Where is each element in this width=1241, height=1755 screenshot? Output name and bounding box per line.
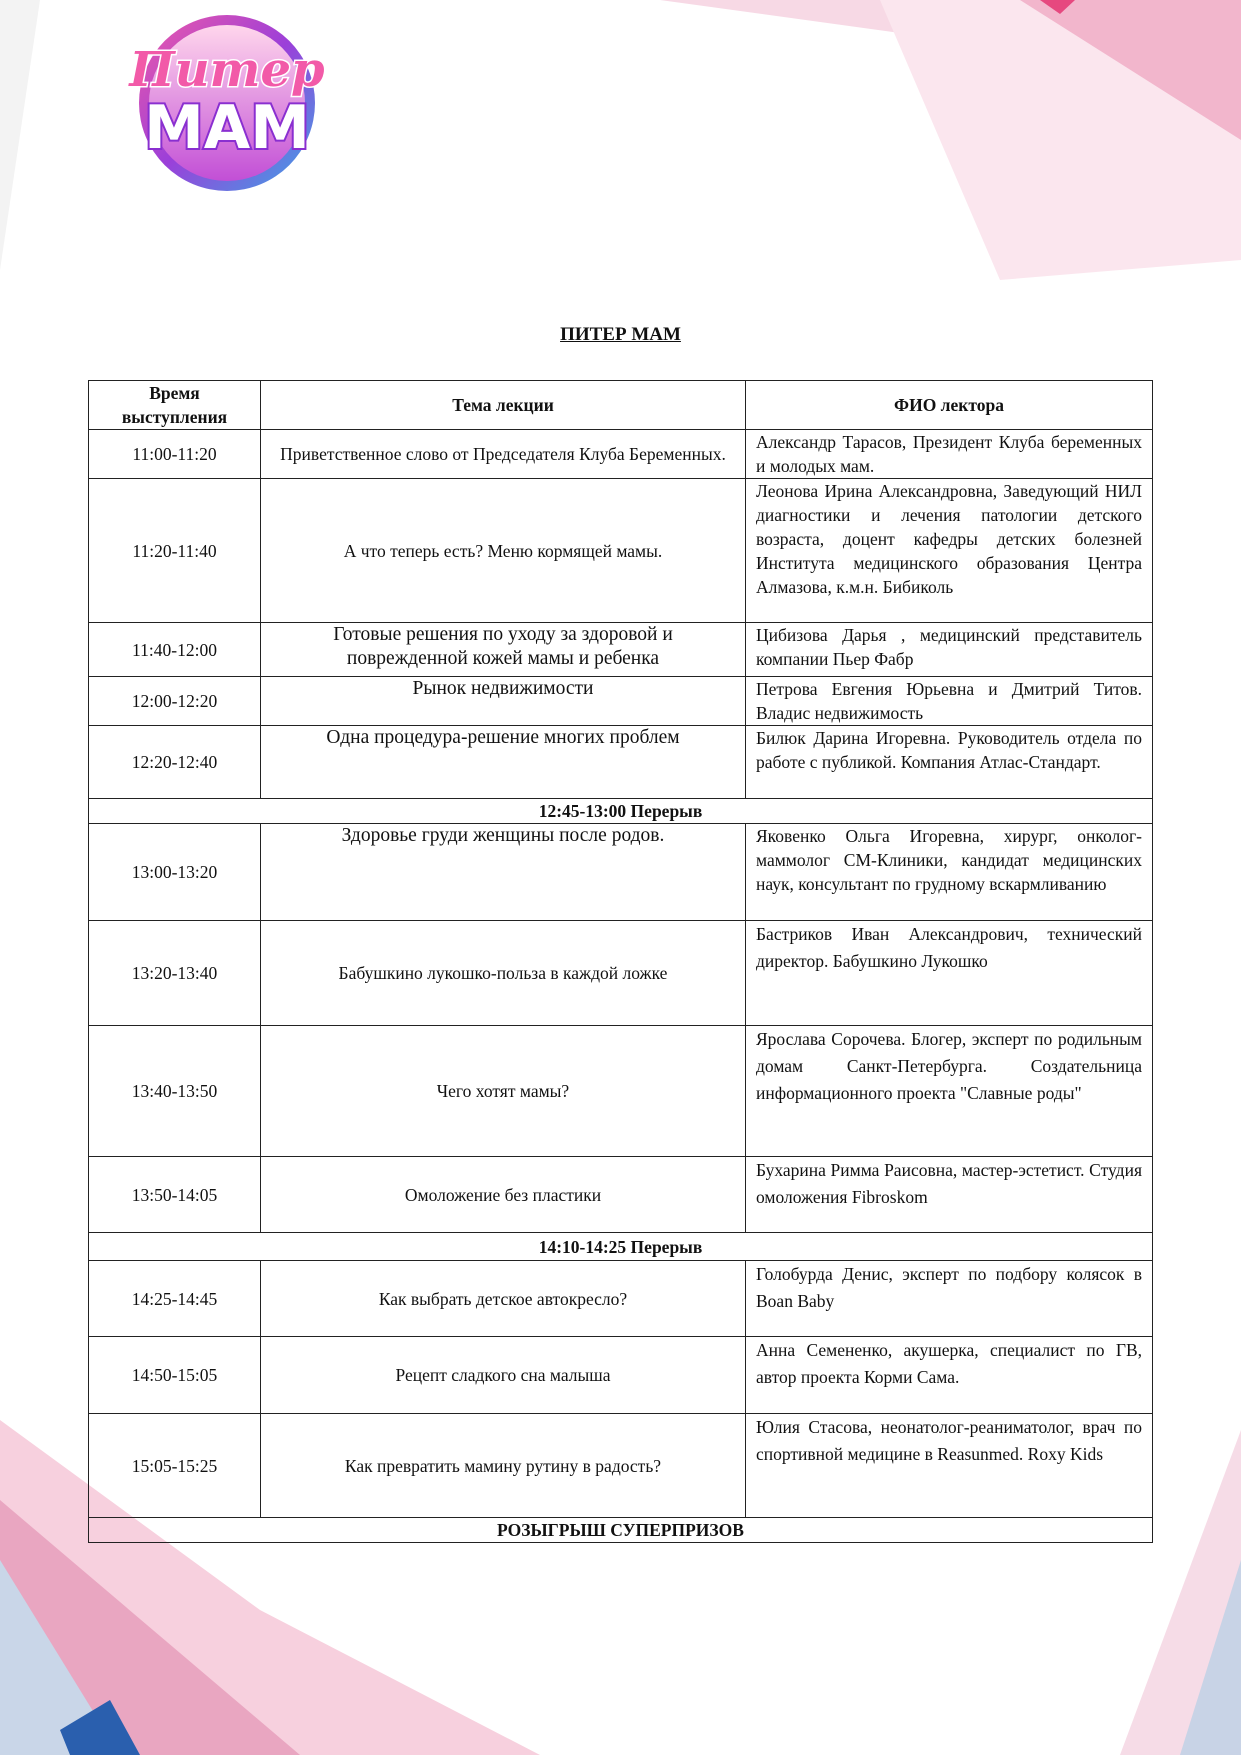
topic-cell: Рецепт сладкого сна малыша [261, 1337, 746, 1414]
table-row [89, 1414, 1153, 1518]
break-row [89, 799, 1153, 824]
header-lecturer: ФИО лектора [746, 381, 1153, 430]
topic-cell: Как превратить мамину рутину в радость? [261, 1414, 746, 1518]
break-cell: 14:10-14:25 Перерыв [89, 1233, 1153, 1261]
lecturer-cell: Яковенко Ольга Игоревна, хирург, онколог-маммолог СМ-Клиники, кандидат медицинских наук, консультант по грудному вскармливанию [746, 824, 1153, 921]
time-cell: 13:20-13:40 [89, 921, 261, 1026]
lecturer-cell: Александр Тарасов, Президент Клуба беременных и молодых мам. [746, 430, 1153, 479]
topic-cell: Приветственное слово от Председателя Клуба Беременных. [261, 430, 746, 479]
lecturer-cell: Бухарина Римма Раисовна, мастер-эстетист. Студия омоложения Fibroskom [746, 1157, 1153, 1233]
table-row [89, 1261, 1153, 1337]
table-row [89, 921, 1153, 1026]
prize-draw-cell: РОЗЫГРЫШ СУПЕРПРИЗОВ [89, 1518, 1153, 1543]
topic-cell: А что теперь есть? Меню кормящей мамы. [261, 479, 746, 623]
lecturer-cell: Билюк Дарина Игоревна. Руководитель отдела по работе с публикой. Компания Атлас-Стандарт. [746, 726, 1153, 799]
document-title: ПИТЕР МАМ [560, 324, 681, 345]
lecturer-cell: Ярослава Сорочева. Блогер, эксперт по родильным домам Санкт-Петербурга. Создательница информационного проекта "Славные роды" [746, 1026, 1153, 1157]
lecturer-cell: Леонова Ирина Александровна, Заведующий НИЛ диагностики и лечения патологии детского возраста, доцент кафедры детских болезней Института медицинского образования Центра Алмазова, к.м.н. Бибиколь [746, 479, 1153, 623]
topic-cell: Рынок недвижимости [261, 677, 746, 726]
time-cell: 11:20-11:40 [89, 479, 261, 623]
time-cell: 12:20-12:40 [89, 726, 261, 799]
table-row [89, 824, 1153, 921]
table-row [89, 1157, 1153, 1233]
topic-cell: Одна процедура-решение многих проблем [261, 726, 746, 799]
time-cell: 13:40-13:50 [89, 1026, 261, 1157]
break-cell: 12:45-13:00 Перерыв [89, 799, 1153, 824]
lecturer-cell: Юлия Стасова, неонатолог-реаниматолог, врач по спортивной медицине в Reasunmed. Roxy Kids [746, 1414, 1153, 1518]
table-row [89, 479, 1153, 623]
header-time: Время выступления [89, 381, 261, 430]
table-row [89, 1337, 1153, 1414]
break-row [89, 1233, 1153, 1261]
time-cell: 11:40-12:00 [89, 623, 261, 677]
logo-word-1: Питер [129, 42, 325, 98]
topic-cell: Омоложение без пластики [261, 1157, 746, 1233]
schedule-table [88, 380, 1153, 1543]
time-cell: 12:00-12:20 [89, 677, 261, 726]
table-row [89, 430, 1153, 479]
topic-cell: Готовые решения по уходу за здоровой и поврежденной кожей мамы и ребенка [261, 623, 746, 677]
topic-cell: Здоровье груди женщины после родов. [261, 824, 746, 921]
time-cell: 14:25-14:45 [89, 1261, 261, 1337]
logo-word-2: МАМ [144, 93, 310, 163]
time-cell: 11:00-11:20 [89, 430, 261, 479]
lecturer-cell: Анна Семененко, акушерка, специалист по ГВ, автор проекта Корми Сама. [746, 1337, 1153, 1414]
piter-mam-logo [112, 8, 342, 198]
table-row [89, 623, 1153, 677]
table-row [89, 677, 1153, 726]
table-header-row [89, 381, 1153, 430]
time-cell: 14:50-15:05 [89, 1337, 261, 1414]
time-cell: 15:05-15:25 [89, 1414, 261, 1518]
topic-cell: Как выбрать детское автокресло? [261, 1261, 746, 1337]
lecturer-cell: Цибизова Дарья , медицинский представитель компании Пьер Фабр [746, 623, 1153, 677]
table-row [89, 726, 1153, 799]
time-cell: 13:50-14:05 [89, 1157, 261, 1233]
time-cell: 13:00-13:20 [89, 824, 261, 921]
header-topic: Тема лекции [261, 381, 746, 430]
lecturer-cell: Голобурда Денис, эксперт по подбору колясок в Boan Baby [746, 1261, 1153, 1337]
topic-cell: Бабушкино лукошко-польза в каждой ложке [261, 921, 746, 1026]
break-row [89, 1518, 1153, 1543]
topic-cell: Чего хотят мамы? [261, 1026, 746, 1157]
lecturer-cell: Петрова Евгения Юрьевна и Дмитрий Титов. Владис недвижимость [746, 677, 1153, 726]
lecturer-cell: Бастриков Иван Александрович, технический директор. Бабушкино Лукошко [746, 921, 1153, 1026]
table-row [89, 1026, 1153, 1157]
